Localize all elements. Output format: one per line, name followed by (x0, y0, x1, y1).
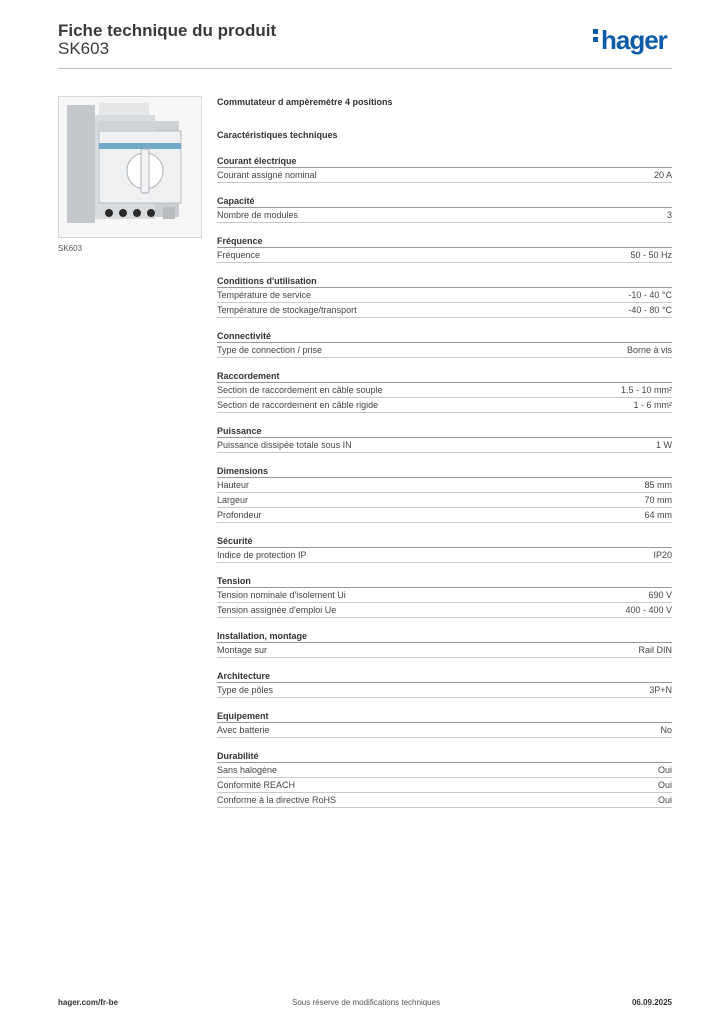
spec-row (217, 398, 672, 413)
spec-value: 20 A (653, 170, 672, 180)
spec-section (217, 575, 672, 618)
brand-logo[interactable] (593, 25, 667, 56)
spec-label: Courant assigné nominal (217, 170, 317, 180)
spec-row (217, 683, 672, 698)
footer-date: 06.09.2025 (631, 998, 672, 1007)
spec-label: Type de connection / prise (217, 345, 323, 355)
spec-value: 690 V (648, 590, 672, 600)
footer-website[interactable]: hager.com/fr-be (58, 998, 119, 1007)
switch-module-icon (59, 97, 201, 237)
spec-section (217, 670, 672, 698)
spec-row (217, 793, 672, 808)
spec-label: Profondeur (217, 510, 262, 520)
spec-row (217, 168, 672, 183)
header-divider (58, 68, 672, 69)
spec-section (217, 465, 672, 523)
spec-label: Largeur (217, 495, 249, 505)
spec-content (217, 97, 672, 808)
spec-value: IP20 (653, 550, 672, 560)
spec-section (217, 630, 672, 658)
spec-value: 1 - 6 mm² (633, 400, 672, 410)
spec-value: 1.5 - 10 mm² (620, 385, 672, 395)
spec-row (217, 643, 672, 658)
spec-value: 64 mm (644, 510, 672, 520)
spec-row (217, 778, 672, 793)
spec-label: Température de stockage/transport (217, 305, 357, 315)
spec-section (217, 155, 672, 183)
footer-notice: Sous réserve de modifications techniques (292, 998, 441, 1007)
spec-label: Type de pôles (217, 685, 274, 695)
spec-value: 70 mm (644, 495, 672, 505)
spec-section (217, 330, 672, 358)
section-title: Durabilité (217, 750, 672, 763)
spec-value: Rail DIN (638, 645, 672, 655)
image-caption: SK603 (58, 244, 83, 253)
spec-value: Oui (657, 765, 672, 775)
spec-label: Avec batterie (217, 725, 270, 735)
spec-label: Sans halogène (217, 765, 278, 775)
spec-label: Indice de protection IP (217, 550, 307, 560)
spec-row (217, 208, 672, 223)
spec-section (217, 425, 672, 453)
spec-row (217, 588, 672, 603)
spec-row (217, 248, 672, 263)
spec-row (217, 288, 672, 303)
spec-label: Section de raccordement en câble souple (217, 385, 383, 395)
spec-label: Montage sur (217, 645, 268, 655)
spec-value: Oui (657, 780, 672, 790)
spec-label: Température de service (217, 290, 312, 300)
section-title: Connectivité (217, 330, 672, 343)
logo-dots-icon (593, 29, 599, 45)
spec-value: 3P+N (649, 685, 672, 695)
spec-label: Hauteur (217, 480, 250, 490)
spec-section (217, 370, 672, 413)
spec-value: Borne à vis (626, 345, 672, 355)
spec-row (217, 763, 672, 778)
spec-label: Nombre de modules (217, 210, 299, 220)
section-title: Sécurité (217, 535, 672, 548)
spec-row (217, 438, 672, 453)
spec-row (217, 383, 672, 398)
section-title: Equipement (217, 710, 672, 723)
spec-value: 3 (666, 210, 672, 220)
section-title: Raccordement (217, 370, 672, 383)
spec-label: Tension nominale d'isolement Ui (217, 590, 346, 600)
page-title: Fiche technique du produit (58, 21, 277, 40)
spec-value: 400 - 400 V (625, 605, 672, 615)
product-description: Commutateur d ampèremètre 4 positions (217, 97, 393, 107)
spec-label: Fréquence (217, 250, 261, 260)
spec-value: -10 - 40 °C (628, 290, 672, 300)
section-title: Installation, montage (217, 630, 672, 643)
spec-row (217, 343, 672, 358)
spec-label: Puissance dissipée totale sous IN (217, 440, 352, 450)
spec-row (217, 603, 672, 618)
section-title: Courant électrique (217, 155, 672, 168)
spec-label: Conforme à la directive RoHS (217, 795, 337, 805)
tech-characteristics-title: Caractéristiques techniques (217, 130, 338, 140)
spec-row (217, 478, 672, 493)
spec-label: Section de raccordement en câble rigide (217, 400, 379, 410)
product-reference: SK603 (58, 39, 110, 58)
spec-section (217, 535, 672, 563)
section-title: Conditions d'utilisation (217, 275, 672, 288)
product-image (58, 96, 202, 238)
spec-row (217, 723, 672, 738)
spec-row (217, 493, 672, 508)
spec-section (217, 195, 672, 223)
spec-row (217, 548, 672, 563)
spec-value: 50 - 50 Hz (630, 250, 672, 260)
section-title: Puissance (217, 425, 672, 438)
section-title: Fréquence (217, 235, 672, 248)
section-title: Dimensions (217, 465, 672, 478)
spec-label: Conformité REACH (217, 780, 296, 790)
spec-value: 1 W (655, 440, 672, 450)
spec-value: -40 - 80 °C (628, 305, 672, 315)
section-title: Tension (217, 575, 672, 588)
spec-row (217, 508, 672, 523)
spec-section (217, 750, 672, 808)
section-title: Architecture (217, 670, 672, 683)
spec-section (217, 710, 672, 738)
spec-section (217, 275, 672, 318)
spec-label: Tension assignée d'emploi Ue (217, 605, 337, 615)
spec-sections (217, 155, 672, 808)
spec-row (217, 303, 672, 318)
section-title: Capacité (217, 195, 672, 208)
spec-value: No (660, 725, 672, 735)
logo-text: hager (601, 25, 667, 55)
spec-value: Oui (657, 795, 672, 805)
spec-section (217, 235, 672, 263)
spec-value: 85 mm (644, 480, 672, 490)
